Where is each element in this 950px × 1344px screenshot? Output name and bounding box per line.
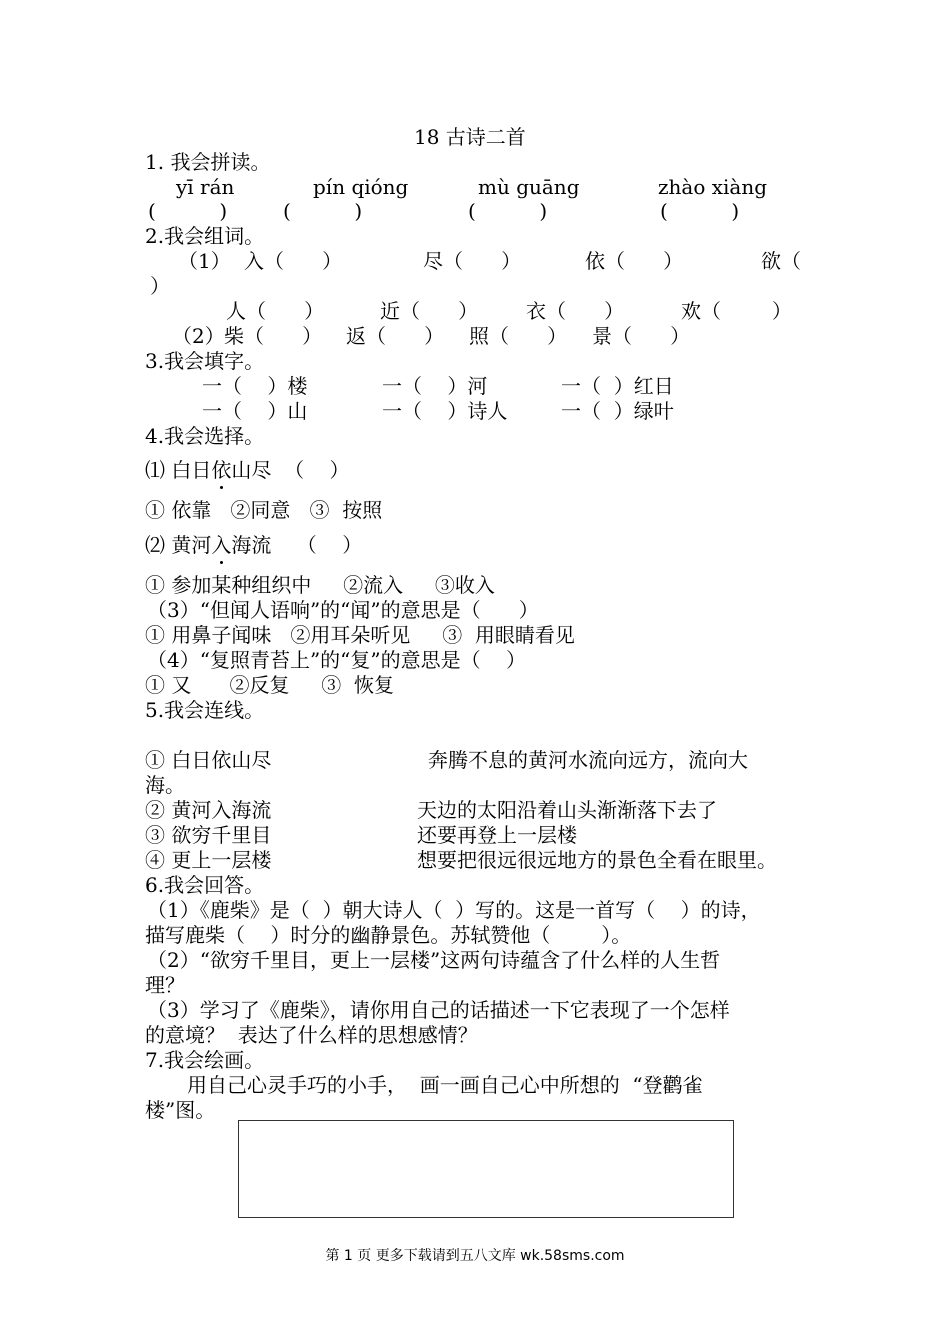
q5-heading: 5.我会连线。 (145, 698, 265, 722)
q1-blank-1: ( ) (148, 199, 228, 223)
q3-row1-item-1: 一（ ）楼 (202, 374, 308, 398)
q3-row2-item-1: 一（ ）山 (202, 399, 308, 423)
q6-line-4: 理？ (145, 973, 185, 997)
q2-row2-item-2: 近（ ） (380, 299, 479, 323)
q5-left-1: ① 白日依山尽 (145, 748, 272, 772)
q4-s3-options: ① 用鼻子闻味 ②用耳朵听见 ③ 用眼睛看见 (145, 623, 575, 647)
q6-line-1: （1）《鹿柴》是（ ）朝大诗人（ ）写的。这是一首写（ ）的诗， (147, 898, 761, 922)
q7-heading: 7.我会绘画。 (145, 1048, 265, 1072)
q1-blank-4: ( ) (660, 199, 740, 223)
q7-line-2: 楼”图。 (145, 1098, 216, 1122)
q3-heading: 3.我会填字。 (145, 349, 265, 373)
q6-heading: 6.我会回答。 (145, 873, 265, 897)
q3-row1-item-3: 一（ ）红日 (561, 374, 674, 398)
q2-row1-wrap: ） (150, 274, 170, 298)
q1-pinyin-4: zhào xiàng (658, 175, 768, 199)
q6-line-2: 描写鹿柴（ ）时分的幽静景色。苏轼赞他（ ）。 (145, 923, 632, 947)
q1-blank-2: ( ) (283, 199, 363, 223)
q1-pinyin-3: mù guāng (478, 175, 580, 199)
q5-right-3: 还要再登上一层楼 (417, 823, 577, 847)
q6-line-3: （2）“欲穷千里目，更上一层楼”这两句诗蕴含了什么样的人生哲 (147, 948, 721, 972)
q4-s2-options: ① 参加某种组织中 ②流入 ③收入 (145, 573, 495, 597)
q2-row2-item-3: 衣（ ） (526, 299, 625, 323)
q2-row2-item-1: 人（ ） (226, 299, 325, 323)
q2-row1-label: （1） (178, 249, 231, 273)
q2-row3-item-2: 返（ ） (346, 324, 445, 348)
q2-row1-item-1: 入（ ） (244, 249, 343, 273)
q3-row2-item-2: 一（ ）诗人 (382, 399, 508, 423)
q4-s2 (145, 533, 362, 557)
q2-row3-item-4: 景（ ） (592, 324, 691, 348)
q3-row1-item-2: 一（ ）河 (382, 374, 488, 398)
q3-row2-item-3: 一（ ）绿叶 (561, 399, 674, 423)
q7-line-1: 用自己心灵手巧的小手， 画一画自己心中所想的 “登鹳雀 (187, 1073, 703, 1097)
q5-right-1: 奔腾不息的黄河水流向远方，流向大 (428, 748, 748, 772)
q4-heading: 4.我会选择。 (145, 424, 265, 448)
q4-s3: （3）“但闻人语响”的“闻”的意思是（ ） (147, 598, 539, 622)
q2-row3-label: （2） (172, 324, 225, 348)
q2-row1-item-4: 欲（ (761, 249, 801, 273)
q4-s2-post: 海流 （ ） (231, 533, 363, 557)
q1-pinyin-1: yī rán (176, 175, 235, 199)
q1-heading: 1. 我会拼读。 (145, 150, 271, 174)
page-footer: 第 1 页 更多下载请到五八文库 wk.58sms.com (325, 1248, 625, 1264)
q4-s1-options: ① 依靠 ②同意 ③ 按照 (145, 498, 383, 522)
q2-row1-item-3: 依（ ） (585, 249, 684, 273)
q2-row3-item-1: 柴（ ） (224, 324, 323, 348)
q4-s2-dotted-char: 入 (211, 533, 232, 557)
q5-right-1-wrap: 海。 (145, 773, 185, 797)
q5-right-2: 天边的太阳沿着山头渐渐落下去了 (417, 798, 717, 822)
drawing-box (238, 1120, 734, 1218)
q1-pinyin-2: pín qióng (313, 175, 409, 199)
q2-heading: 2.我会组词。 (145, 224, 265, 248)
q4-s1 (145, 458, 350, 482)
q4-s2-pre: ⑵ 黄河 (145, 533, 212, 557)
q6-line-5: （3）学习了《鹿柴》，请你用自己的话描述一下它表现了一个怎样 (147, 998, 730, 1022)
q5-right-4: 想要把很远很远地方的景色全看在眼里。 (417, 848, 777, 872)
q4-s1-dotted-char: 依 (211, 458, 232, 482)
q4-s4: （4）“复照青苔上”的“复”的意思是（ ） (147, 648, 527, 672)
q2-row2-item-4: 欢（ ） (681, 299, 792, 323)
q2-row1-item-2: 尽（ ） (423, 249, 522, 273)
q6-line-6: 的意境？ 表达了什么样的思想感情？ (145, 1023, 478, 1047)
q5-left-3: ③ 欲穷千里目 (145, 823, 272, 847)
q5-left-4: ④ 更上一层楼 (145, 848, 272, 872)
q2-row3-item-3: 照（ ） (469, 324, 568, 348)
q1-blank-3: ( ) (468, 199, 548, 223)
q5-left-2: ② 黄河入海流 (145, 798, 272, 822)
q4-s1-pre: ⑴ 白日 (145, 458, 212, 482)
page-title: 18 古诗二首 (414, 125, 526, 149)
q4-s1-post: 山尽 （ ） (231, 458, 350, 482)
q4-s4-options: ① 又 ②反复 ③ 恢复 (145, 673, 395, 697)
